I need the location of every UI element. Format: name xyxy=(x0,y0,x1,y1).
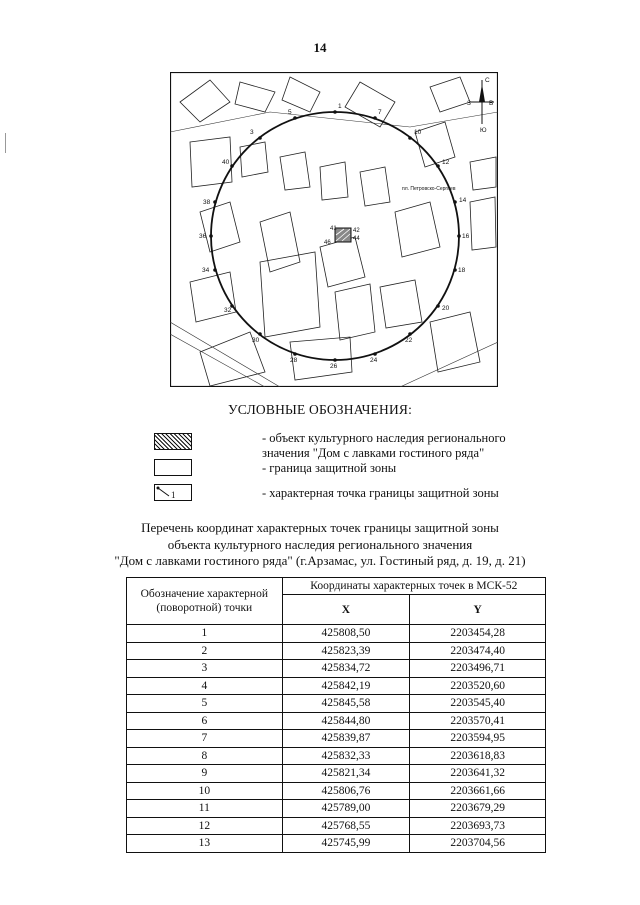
header-coordinates-group: Координаты характерных точек в МСК-52 xyxy=(282,578,545,595)
table-cell-point: 1 xyxy=(127,625,283,643)
table-row xyxy=(127,642,546,660)
south-label: Ю xyxy=(480,127,487,134)
legend-title: УСЛОВНЫЕ ОБОЗНАЧЕНИЯ: xyxy=(227,402,413,417)
caption-line3: "Дом с лавками гостиного ряда" (г.Арзамас, ул. Гостиный ряд, д. 19, д. 21) xyxy=(114,553,526,568)
table-cell-y: 2203661,66 xyxy=(410,782,546,800)
svg-text:44: 44 xyxy=(353,236,360,242)
point-label: 22 xyxy=(405,337,413,344)
point-label: 14 xyxy=(459,197,467,204)
table-cell-x: 425839,87 xyxy=(282,730,410,748)
table-row xyxy=(127,677,546,695)
table-cell-x: 425845,58 xyxy=(282,695,410,713)
point-label: 34 xyxy=(202,267,210,274)
table-cell-point: 12 xyxy=(127,817,283,835)
legend-item-text-line1: - объект культурного наследия регионального xyxy=(262,431,506,445)
table-row xyxy=(127,712,546,730)
table-cell-y: 2203594,95 xyxy=(410,730,546,748)
header-y: Y xyxy=(410,595,546,625)
svg-text:41: 41 xyxy=(330,226,337,232)
table-cell-point: 7 xyxy=(127,730,283,748)
caption-line2: объекта культурного наследия регионального значения xyxy=(167,536,473,552)
table-row xyxy=(127,660,546,678)
point-label: 10 xyxy=(414,129,422,136)
table-cell-y: 2203618,83 xyxy=(410,747,546,765)
table-cell-y: 2203570,41 xyxy=(410,712,546,730)
point-label: 5 xyxy=(288,109,292,116)
caption-line1: Перечень координат характерных точек границы защитной зоны xyxy=(141,520,499,535)
table-cell-y: 2203520,60 xyxy=(410,677,546,695)
point-label: 18 xyxy=(458,267,466,274)
table-cell-y: 2203641,32 xyxy=(410,765,546,783)
header-point-designation: Обозначение характерной (поворотной) точки xyxy=(127,578,283,625)
point-label: 16 xyxy=(462,233,470,240)
table-row xyxy=(127,835,546,853)
table-cell-x: 425806,76 xyxy=(282,782,410,800)
scan-margin-mark xyxy=(5,133,6,153)
point-label: 26 xyxy=(330,363,338,370)
table-cell-point: 5 xyxy=(127,695,283,713)
table-cell-x: 425832,33 xyxy=(282,747,410,765)
point-label: 1 xyxy=(338,103,342,110)
point-label: 30 xyxy=(252,337,260,344)
table-cell-x: 425768,55 xyxy=(282,817,410,835)
table-row xyxy=(127,782,546,800)
table-cell-y: 2203545,40 xyxy=(410,695,546,713)
coordinates-table xyxy=(126,577,546,853)
table-cell-y: 2203474,40 xyxy=(410,642,546,660)
table-row xyxy=(127,800,546,818)
point-label: 36 xyxy=(199,233,207,240)
site-map xyxy=(170,72,498,387)
table-cell-point: 6 xyxy=(127,712,283,730)
table-row xyxy=(127,695,546,713)
east-label: В xyxy=(489,100,494,107)
legend-item-point: - характерная точка границы защитной зоны xyxy=(262,486,499,500)
characteristic-point-symbol xyxy=(154,484,192,501)
legend-item-boundary: - граница защитной зоны xyxy=(262,461,397,475)
svg-text:46: 46 xyxy=(324,240,331,246)
table-cell-x: 425808,50 xyxy=(282,625,410,643)
table-row xyxy=(127,730,546,748)
header-x: X xyxy=(282,595,410,625)
table-cell-x: 425821,34 xyxy=(282,765,410,783)
table-cell-y: 2203496,71 xyxy=(410,660,546,678)
street-label: пл. Петровско-Сергиев xyxy=(402,186,456,192)
table-cell-point: 10 xyxy=(127,782,283,800)
table-cell-x: 425844,80 xyxy=(282,712,410,730)
table-cell-point: 9 xyxy=(127,765,283,783)
point-label: 40 xyxy=(222,159,230,166)
table-cell-point: 4 xyxy=(127,677,283,695)
coordinates-caption xyxy=(0,520,640,570)
west-label: З xyxy=(467,100,471,107)
point-label: 24 xyxy=(370,357,378,364)
characteristic-point-symbol-label: 1 xyxy=(171,490,176,500)
point-label: 32 xyxy=(224,307,232,314)
point-label: 7 xyxy=(378,109,382,116)
heritage-object-symbol xyxy=(154,433,192,450)
table-cell-y: 2203679,29 xyxy=(410,800,546,818)
table-cell-y: 2203704,56 xyxy=(410,835,546,853)
table-cell-x: 425842,19 xyxy=(282,677,410,695)
table-cell-point: 3 xyxy=(127,660,283,678)
table-cell-y: 2203693,73 xyxy=(410,817,546,835)
point-label: 20 xyxy=(442,305,450,312)
point-label: 28 xyxy=(290,357,298,364)
svg-text:42: 42 xyxy=(353,228,360,234)
legend-item-text-line2: значения "Дом с лавками гостиного ряда" xyxy=(262,446,485,460)
page-number: 14 xyxy=(313,40,327,55)
point-label: 3 xyxy=(250,129,254,136)
table-row xyxy=(127,747,546,765)
table-cell-point: 11 xyxy=(127,800,283,818)
table-cell-y: 2203454,28 xyxy=(410,625,546,643)
table-cell-point: 8 xyxy=(127,747,283,765)
table-cell-point: 2 xyxy=(127,642,283,660)
table-cell-x: 425834,72 xyxy=(282,660,410,678)
legend-item-heritage xyxy=(262,431,506,461)
point-label: 12 xyxy=(442,159,450,166)
table-row xyxy=(127,817,546,835)
table-row xyxy=(127,625,546,643)
protection-zone-boundary-symbol xyxy=(154,459,192,476)
table-row xyxy=(127,765,546,783)
table-cell-point: 13 xyxy=(127,835,283,853)
table-cell-x: 425789,00 xyxy=(282,800,410,818)
point-label: 38 xyxy=(203,199,211,206)
north-label: С xyxy=(485,77,490,84)
table-cell-x: 425745,99 xyxy=(282,835,410,853)
table-cell-x: 425823,39 xyxy=(282,642,410,660)
